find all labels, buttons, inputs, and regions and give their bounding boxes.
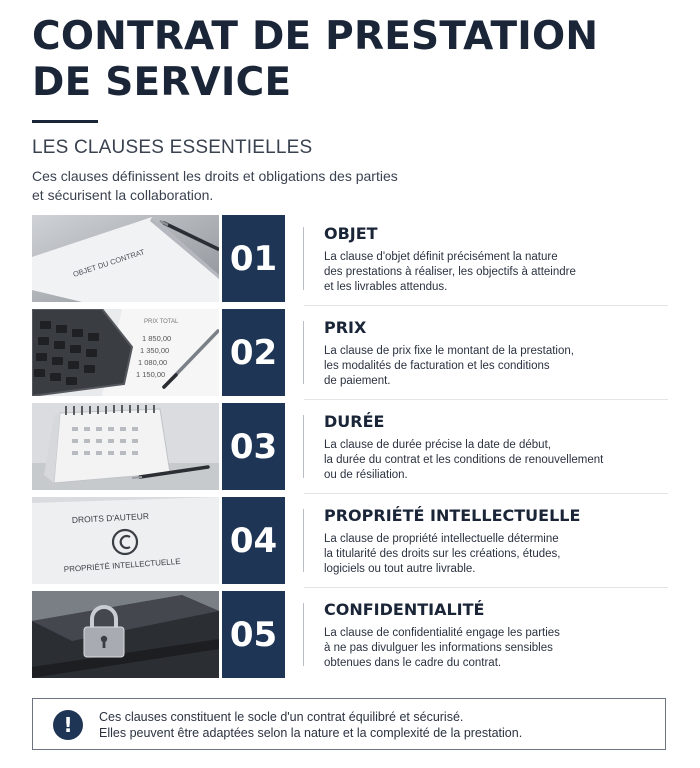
title-line-2: DE SERVICE [32,60,292,105]
image-value: 1 350,00 [140,346,170,355]
description-line: La clause de prix fixe le montant de la prestation, [324,345,574,357]
clause-heading: PROPRIÉTÉ INTELLECTUELLE [324,506,581,525]
clause-number: 01 [222,215,285,302]
desk-calendar-icon [32,403,219,490]
clause-number: 03 [222,403,285,490]
intro-line-1: Ces clauses définissent les droits et obligations des parties [32,168,398,184]
page-title [32,14,672,106]
clause-description [324,438,644,483]
title-underline [32,120,98,123]
clause-list [32,215,668,685]
intro-text [32,167,432,205]
divider [303,227,304,290]
divider [303,603,304,666]
copyright-icon [32,497,219,584]
footer-note [99,709,649,741]
clause-heading: DURÉE [324,412,385,431]
clause-item-prix [32,309,668,396]
description-line: ou de résiliation. [324,469,408,481]
image-value: 1 080,00 [138,358,168,367]
clause-number: 02 [222,309,285,396]
clause-number: 04 [222,497,285,584]
section-subtitle: LES CLAUSES ESSENTIELLES [32,137,313,158]
footer-line-2: Elles peuvent être adaptées selon la nature et la complexité de la prestation. [99,726,523,740]
clause-description [324,532,644,577]
description-line: La clause de propriété intellectuelle détermine [324,533,559,545]
row-divider [304,305,668,306]
row-divider [304,587,668,588]
clause-item-confidentialite [32,591,668,678]
description-line: La clause de confidentialité engage les parties [324,627,560,639]
image-caption: PROPRIÉTÉ INTELLECTUELLE [63,556,181,574]
clause-heading: CONFIDENTIALITÉ [324,600,485,619]
divider [303,415,304,478]
clause-item-propriete-intellectuelle [32,497,668,584]
clause-item-duree [32,403,668,490]
description-line: la titularité des droits sur les créations, études, [324,548,561,560]
description-line: La clause d'objet définit précisément la nature [324,251,558,263]
divider [303,321,304,384]
row-divider [304,493,668,494]
image-caption: PRIX TOTAL [144,319,179,325]
footer-note-box [32,698,666,750]
image-caption: DROITS D'AUTEUR [71,510,150,525]
alert-icon: ! [53,710,83,740]
description-line: et les livrables attendus. [324,281,448,293]
clause-description [324,344,644,389]
clause-number: 05 [222,591,285,678]
row-divider [304,399,668,400]
clause-heading: PRIX [324,318,367,337]
title-line-1: CONTRAT DE PRESTATION [32,14,599,59]
clause-item-objet [32,215,668,302]
intro-line-2: et sécurisent la collaboration. [32,187,214,203]
description-line: à ne pas divulguer les informations sensibles [324,642,553,654]
contract-document-icon [32,215,219,302]
description-line: les modalités de facturation et les conditions [324,360,550,372]
clause-heading: OBJET [324,224,378,243]
image-value: 1 150,00 [136,370,166,379]
description-line: la durée du contrat et les conditions de renouvellement [324,454,604,466]
description-line: La clause de durée précise la date de début, [324,439,551,451]
calculator-icon [32,309,219,396]
description-line: des prestations à réaliser, les objectifs à atteindre [324,266,576,278]
clause-description [324,626,644,671]
image-caption: OBJET DU CONTRAT [71,247,146,279]
image-value: 1 850,00 [142,334,172,343]
description-line: obtenues dans le cadre du contrat. [324,657,502,669]
clause-description [324,250,644,295]
padlock-icon [32,591,219,678]
description-line: logiciels ou tout autre livrable. [324,563,476,575]
description-line: de paiement. [324,375,391,387]
footer-line-1: Ces clauses constituent le socle d'un contrat équilibré et sécurisé. [99,710,464,724]
divider [303,509,304,572]
